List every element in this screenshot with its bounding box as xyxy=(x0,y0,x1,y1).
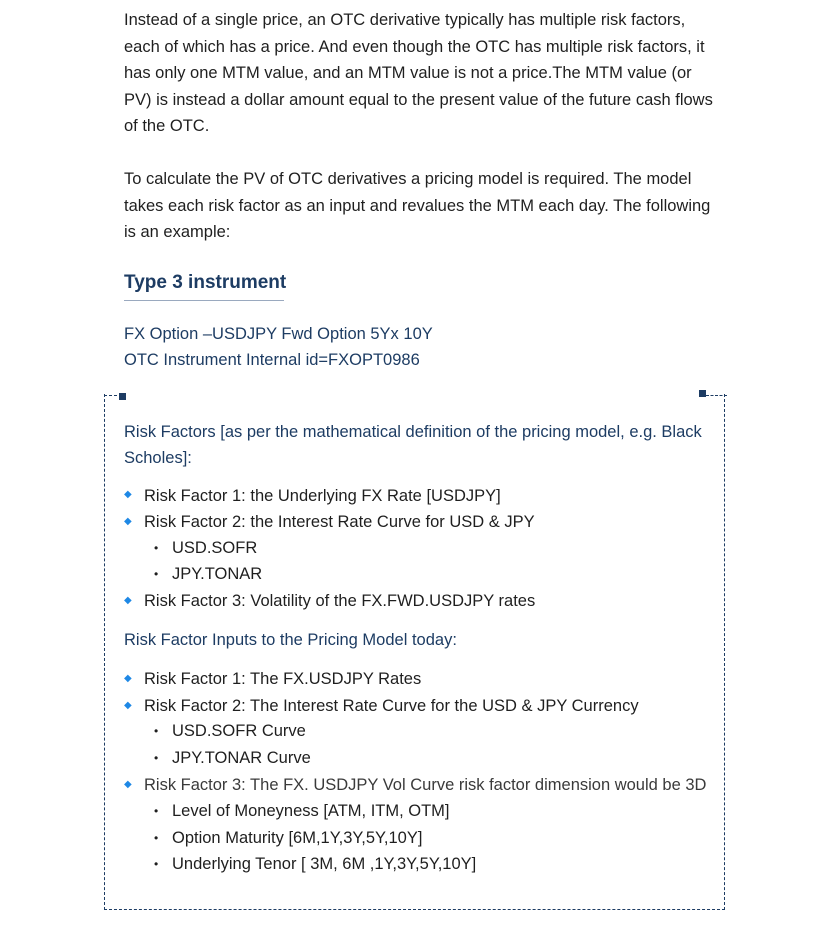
heading-underline xyxy=(124,300,284,301)
section-heading: Type 3 instrument xyxy=(124,272,287,293)
diamond-bullet-icon: ◆ xyxy=(124,673,132,684)
intro-paragraph-2: To calculate the PV of OTC derivatives a pricing model is required. The model takes each risk factor as an input and revalues the MTM each day. The following is an example: xyxy=(124,170,711,241)
list-item: JPY.TONAR xyxy=(172,565,263,583)
diamond-bullet-icon: ◆ xyxy=(124,516,132,527)
list-item: Risk Factor 1: The FX.USDJPY Rates xyxy=(144,670,422,688)
dot-bullet-icon: • xyxy=(154,831,159,845)
list-item: Risk Factor 1: the Underlying FX Rate [USDJPY] xyxy=(144,487,501,505)
list-item: Underlying Tenor [ 3M, 6M ,1Y,3Y,5Y,10Y] xyxy=(172,855,477,873)
dot-bullet-icon: • xyxy=(154,567,159,581)
list-item: Level of Moneyness [ATM, ITM, OTM] xyxy=(172,802,450,820)
list-item: JPY.TONAR Curve xyxy=(172,749,311,767)
diamond-bullet-icon: ◆ xyxy=(124,489,132,500)
dot-bullet-icon: • xyxy=(154,857,159,871)
instrument-id: OTC Instrument Internal id=FXOPT0986 xyxy=(124,351,420,369)
selection-box-top-right-edge xyxy=(706,395,727,396)
list-item: USD.SOFR Curve xyxy=(172,722,306,740)
diamond-bullet-icon: ◆ xyxy=(124,595,132,606)
instrument-name: FX Option –USDJPY Fwd Option 5Yx 10Y xyxy=(124,325,433,343)
list-item: Risk Factor 3: Volatility of the FX.FWD.USDJPY rates xyxy=(144,592,536,610)
dot-bullet-icon: • xyxy=(154,804,159,818)
list-item: Risk Factor 2: The Interest Rate Curve for the USD & JPY Currency xyxy=(144,697,639,715)
dot-bullet-icon: • xyxy=(154,751,159,765)
list-item: Option Maturity [6M,1Y,3Y,5Y,10Y] xyxy=(172,829,423,847)
inputs-title: Risk Factor Inputs to the Pricing Model today: xyxy=(124,631,457,649)
dot-bullet-icon: • xyxy=(154,541,159,555)
list-item: USD.SOFR xyxy=(172,539,258,557)
list-item: Risk Factor 2: the Interest Rate Curve for USD & JPY xyxy=(144,513,535,531)
list-item: Risk Factor 3: The FX. USDJPY Vol Curve risk factor dimension would be 3D xyxy=(144,776,707,794)
dot-bullet-icon: • xyxy=(154,724,159,738)
intro-paragraph-1: Instead of a single price, an OTC derivative typically has multiple risk factors, each of which has a price. And even though the OTC has multiple risk factors, it has only one MTM value, and an MTM value is not a price.The MTM value (or PV) is instead a dollar amount equal to the present value of the future cash flows of the OTC. xyxy=(124,11,713,135)
diamond-bullet-icon: ◆ xyxy=(124,779,132,790)
resize-handle-icon[interactable] xyxy=(699,390,706,397)
risk-factors-title: Risk Factors [as per the mathematical definition of the pricing model, e.g. Black Scholes]: xyxy=(124,423,702,467)
diamond-bullet-icon: ◆ xyxy=(124,700,132,711)
resize-handle-icon[interactable] xyxy=(119,393,126,400)
